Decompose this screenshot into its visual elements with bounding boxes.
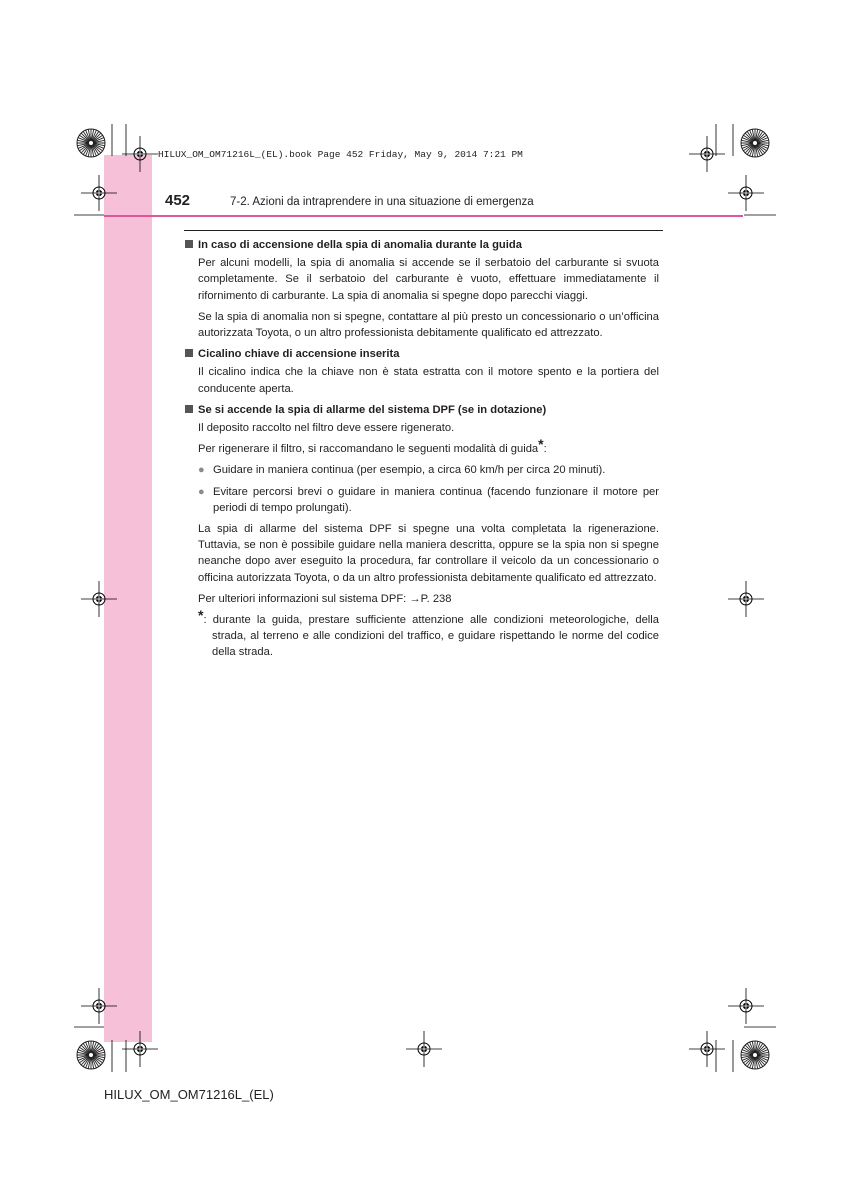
cross-reference: Per ulteriori informazioni sul sistema DPF: →P. 238: [198, 592, 452, 605]
content-top-rule: [184, 230, 663, 231]
round-bullet-icon: ●: [198, 485, 205, 498]
list-item: ● Guidare in maniera continua (per esempio, a circa 60 km/h per circa 20 minuti).: [198, 462, 659, 478]
paragraph: La spia di allarme del sistema DPF si spegne una volta completata la rigenerazione. Tuttavia, se non è possibile guidare nella maniera descritta, oppure se la spia non si spegne neanche dopo aver eseguito la procedura, far controllare il veicolo da un concessionario o officina autorizzata Toyota, o da un altro professionista debitamente qualificato ed attrezzato.: [198, 523, 659, 584]
chapter-side-tab: [104, 155, 152, 1042]
header-rule: [104, 215, 743, 217]
section-heading: Se si accende la spia di allarme del sistema DPF (se in dotazione): [185, 402, 659, 418]
paragraph: Il cicalino indica che la chiave non è stata estratta con il motore spento e la portiera del conducente aperta.: [198, 366, 659, 395]
footnote-star-icon: *: [538, 436, 544, 453]
page-reference-link[interactable]: P. 238: [420, 592, 452, 605]
list-item: ● Evitare percorsi brevi o guidare in maniera continua (facendo funzionare il motore per periodi di tempo prolungati).: [198, 485, 659, 514]
content-body: [185, 237, 659, 661]
section-heading: In caso di accensione della spia di anomalia durante la guida: [185, 237, 659, 253]
square-bullet-icon: [185, 405, 193, 413]
paragraph: Il deposito raccolto nel filtro deve essere rigenerato.: [198, 422, 455, 435]
footer-doc-code: HILUX_OM_OM71216L_(EL): [104, 1087, 274, 1102]
paragraph: Se la spia di anomalia non si spegne, contattare al più presto un concessionario o un’officina autorizzata Toyota, o un altro professionista debitamente qualificato ed attrezzato.: [198, 310, 659, 340]
square-bullet-icon: [185, 349, 193, 357]
paragraph: Per rigenerare il filtro, si raccomandano le seguenti modalità di guida*:: [198, 436, 547, 456]
round-bullet-icon: ●: [198, 464, 205, 477]
footnote-star-icon: *: [198, 607, 204, 624]
section-heading: Cicalino chiave di accensione inserita: [185, 346, 659, 362]
print-info-line: HILUX_OM_OM71216L_(EL).book Page 452 Friday, May 9, 2014 7:21 PM: [158, 149, 523, 160]
square-bullet-icon: [185, 240, 193, 248]
footnote: *: durante la guida, prestare sufficiente attenzione alle condizioni meteorologiche, della strada, al terreno e alle condizioni del traffico, e guidare rispettando le norme del codice della strada.: [198, 607, 659, 659]
arrow-right-icon: →: [409, 592, 421, 605]
section-title: 7-2. Azioni da intraprendere in una situazione di emergenza: [230, 196, 534, 208]
page-number: 452: [165, 192, 191, 209]
paragraph: Per alcuni modelli, la spia di anomalia si accende se il serbatoio del carburante si svuota completamente. Se il serbatoio del carburante è vuoto, effettuare immediatamente il rifornimento di carburante. La spia di anomalia si spegne dopo parecchi viaggi.: [198, 257, 659, 302]
